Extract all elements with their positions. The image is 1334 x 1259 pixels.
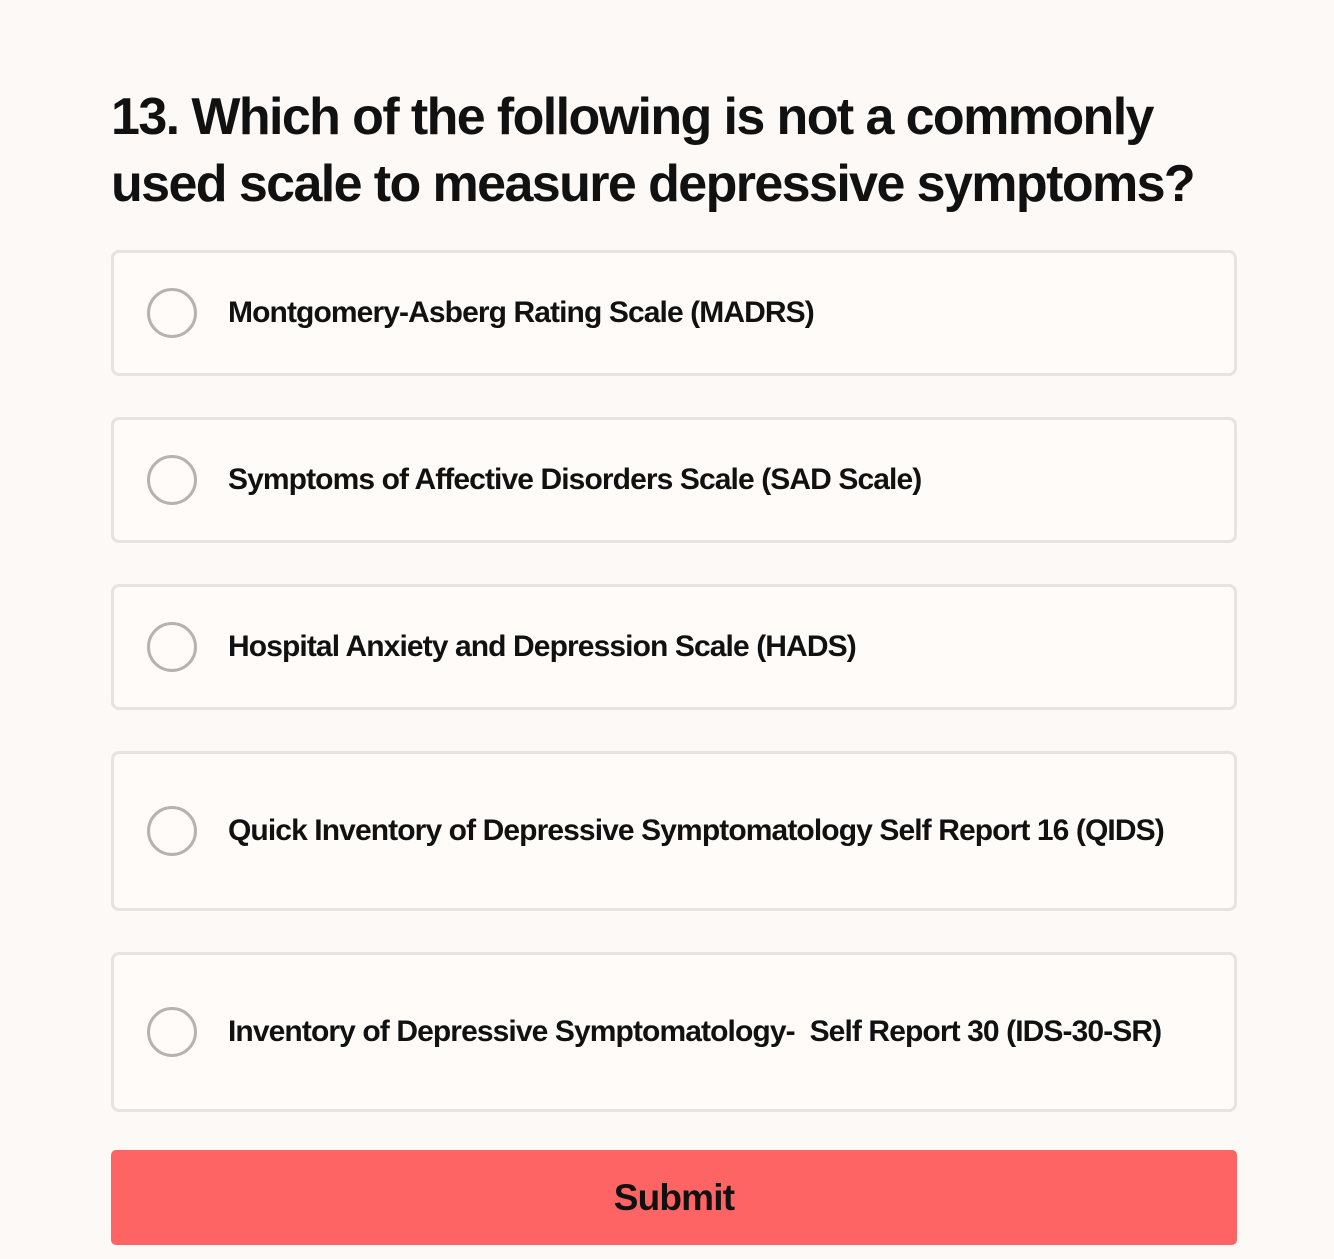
submit-button[interactable]: Submit [111,1150,1237,1245]
radio-button[interactable] [147,288,197,338]
radio-button[interactable] [147,1007,197,1057]
option-label: Symptoms of Affective Disorders Scale (SAD Scale) [228,463,922,496]
answer-option-qids[interactable] [111,751,1237,911]
option-label: Montgomery-Asberg Rating Scale (MADRS) [228,296,814,329]
option-label: Hospital Anxiety and Depression Scale (HADS) [228,630,856,663]
option-label: Inventory of Depressive Symptomatology- Self Report 30 (IDS-30-SR) [228,1015,1162,1048]
answer-option-ids-30-sr[interactable] [111,952,1237,1112]
radio-button[interactable] [147,622,197,672]
answer-option-sad-scale[interactable] [111,417,1237,543]
question-title: 13. Which of the following is not a commonly used scale to measure depressive symptoms? [111,88,1195,213]
answer-options [111,250,1237,1112]
radio-button[interactable] [147,806,197,856]
answer-option-hads[interactable] [111,584,1237,710]
option-label: Quick Inventory of Depressive Symptomatology Self Report 16 (QIDS) [228,814,1164,847]
radio-button[interactable] [147,455,197,505]
answer-option-madrs[interactable] [111,250,1237,376]
